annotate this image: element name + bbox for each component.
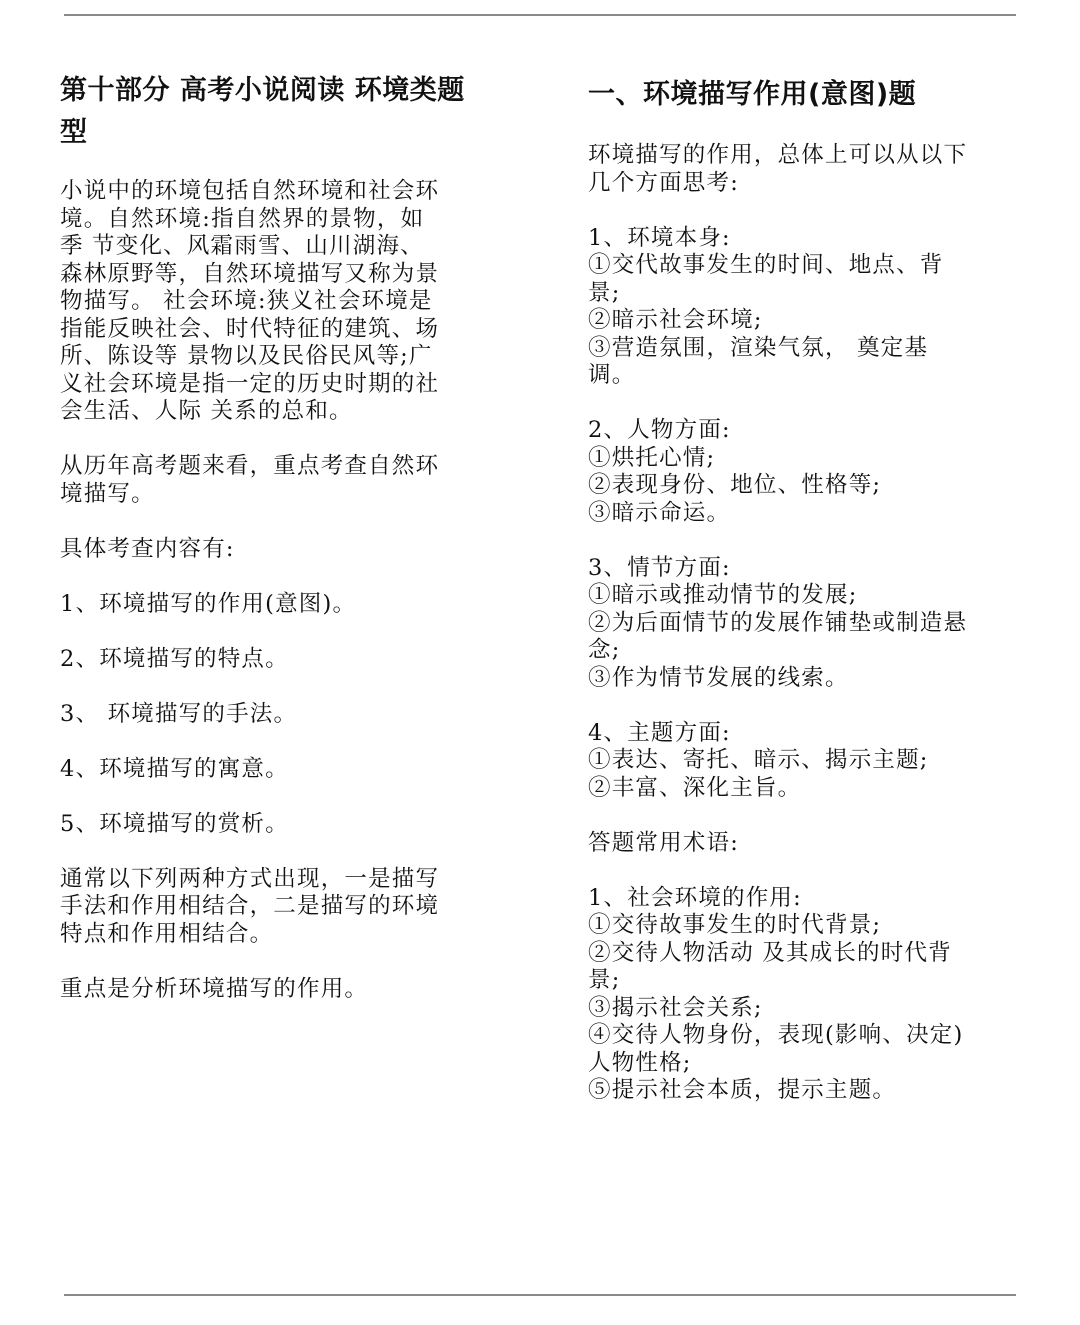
list-item-text: 5、环境描写的赏析。 — [60, 810, 289, 837]
section-social-environment — [588, 885, 1033, 1105]
section-characters — [588, 417, 1033, 527]
title-line: 第十部分 高考小说阅读 环境类题 — [60, 75, 465, 106]
text-line: 从历年高考题来看，重点考查自然环 — [60, 453, 440, 479]
title-line: 型 — [60, 117, 88, 148]
right-intro-paragraph — [588, 142, 1033, 197]
text-line: 1、环境本身: — [588, 224, 731, 251]
section-plot — [588, 555, 1033, 693]
text-line: 人物性格; — [588, 1049, 692, 1076]
list-item — [60, 701, 505, 729]
text-line: 境描写。 — [60, 480, 155, 507]
text-line: 1、社会环境的作用: — [588, 884, 802, 911]
list-item — [60, 756, 505, 784]
section-terms-label — [588, 830, 1033, 858]
contents-label — [60, 536, 505, 564]
forms-paragraph — [60, 866, 505, 949]
text-line: 景; — [588, 279, 621, 306]
text-line: ②暗示社会环境; — [588, 307, 763, 333]
text-line: 小说中的环境包括自然环境和社会环 — [60, 178, 440, 204]
text-line: ③揭示社会关系; — [588, 994, 763, 1021]
text-line: ①交待故事发生的时代背景; — [588, 912, 882, 938]
text-line: ⑤提示社会本质，提示主题。 — [588, 1077, 897, 1103]
text-line: 4、主题方面: — [588, 719, 731, 746]
key-point — [60, 976, 505, 1004]
text-line: 2、人物方面: — [588, 417, 731, 443]
list-item-text: 2、环境描写的特点。 — [60, 645, 289, 672]
page-title — [60, 70, 505, 154]
text-line: 指能反映社会、时代特征的建筑、场 — [60, 315, 440, 342]
text-line: 手法和作用相结合，二是描写的环境 — [60, 893, 440, 919]
text-line: 义社会环境是指一定的历史时期的社 — [60, 370, 440, 397]
text-line: 物描写。 社会环境:狭义社会环境是 — [60, 288, 433, 314]
text-line: 景; — [588, 967, 621, 993]
text-line: 3、情节方面: — [588, 554, 731, 581]
left-column — [60, 70, 505, 1031]
list-item-text: 3、 环境描写的手法。 — [60, 700, 298, 727]
text-line: ③作为情节发展的线索。 — [588, 664, 849, 691]
list-item — [60, 646, 505, 674]
text-line: 境。自然环境:指自然界的景物，如 — [60, 205, 425, 232]
list-item — [60, 591, 505, 619]
text-line: 重点是分析环境描写的作用。 — [60, 975, 369, 1002]
text-line: 会生活、人际 关系的总和。 — [60, 398, 353, 424]
section-theme — [588, 720, 1033, 803]
text-line: ③营造氛围，渲染气氛， 奠定基 — [588, 334, 929, 361]
right-column — [588, 70, 1033, 1132]
intro-paragraph — [60, 178, 505, 426]
text-line: 所、陈设等 景物以及民俗民风等;广 — [60, 343, 433, 369]
list-item-text: 4、环境描写的寓意。 — [60, 755, 289, 782]
text-line: ①表达、寄托、暗示、揭示主题; — [588, 747, 929, 773]
text-line: ①交代故事发生的时间、地点、背 — [588, 252, 944, 278]
text-line: 环境描写的作用，总体上可以从以下 — [588, 142, 968, 168]
section-title: 一、环境描写作用(意图)题 — [588, 79, 917, 110]
text-line: ①暗示或推动情节的发展; — [588, 582, 858, 608]
text-line: 具体考查内容有: — [60, 535, 235, 562]
text-line: 答题常用术语: — [588, 829, 739, 856]
text-line: ④交待人物身份，表现(影响、决定) — [588, 1022, 964, 1048]
text-line: 通常以下列两种方式出现，一是描写 — [60, 865, 440, 892]
text-line: ②丰富、深化主旨。 — [588, 774, 802, 801]
text-line: ③暗示命运。 — [588, 499, 731, 526]
text-line: ②表现身份、地位、性格等; — [588, 472, 882, 498]
text-line: ②交待人物活动 及其成长的时代背 — [588, 939, 952, 966]
text-line: 念; — [588, 637, 621, 663]
text-line: 森林原野等，自然环境描写又称为景 — [60, 260, 440, 287]
text-line: ②为后面情节的发展作铺垫或制造悬 — [588, 609, 968, 636]
text-line: 调。 — [588, 362, 636, 388]
top-divider — [64, 14, 1016, 16]
section-environment-itself — [588, 225, 1033, 390]
focus-paragraph — [60, 453, 505, 508]
text-line: 几个方面思考: — [588, 169, 739, 196]
list-item — [60, 811, 505, 839]
text-line: 特点和作用相结合。 — [60, 920, 274, 947]
bottom-divider — [64, 1294, 1016, 1296]
text-line: 季 节变化、风霜雨雪、山川湖海、 — [60, 233, 424, 259]
text-line: ①烘托心情; — [588, 444, 716, 471]
list-item-text: 1、环境描写的作用(意图)。 — [60, 590, 357, 617]
